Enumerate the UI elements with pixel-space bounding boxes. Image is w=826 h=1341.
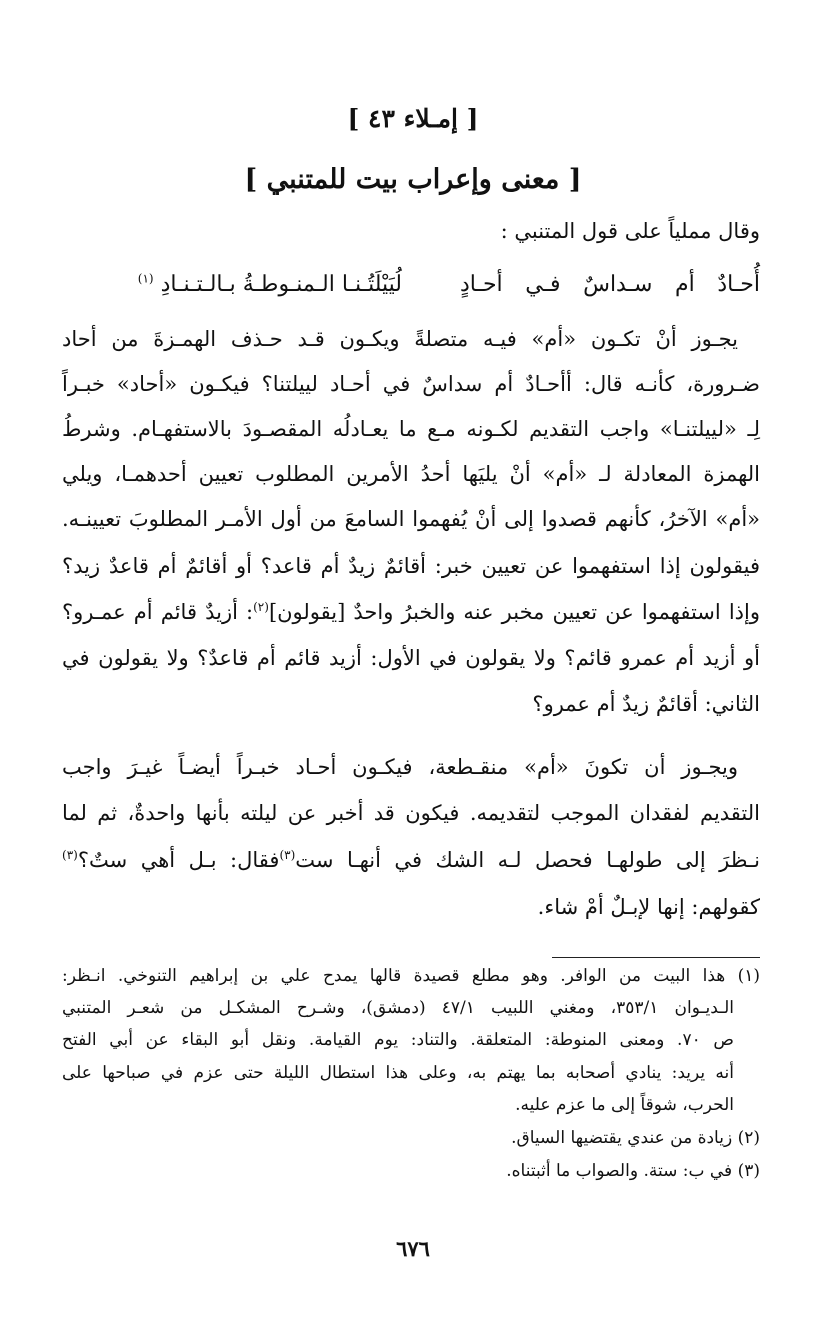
footnote-marker: (١): [137, 271, 154, 286]
footnote-line: الـديـوان ٣٥٣/١، ومغني اللبيب ٤٧/١ (دمشق)، وشـرح المشكـل من شعـر المتنبي: [62, 998, 734, 1018]
line-text: وإذا استفهموا عن تعيين مخبر عنه والخبرُ واحدٌ [يقولون]: [268, 600, 760, 624]
footnote-line: (١) هذا البيت من الوافر. وهو مطلع قصيدة قالها يمدح علي بن إبراهيم التنوخي. انـظر:: [62, 966, 760, 986]
section-title: [ معنى وإعراب بيت للمتنبي ]: [244, 164, 582, 195]
line-text: نـظرَ إلى طولهـا فحصل لـه الشك في أنهـا ست: [295, 848, 760, 872]
paragraph-line: يجـوز أنْ تكـون «أم» فيـه متصلةً ويكـون قـد حـذف الهمـزةَ من أحاد: [62, 327, 738, 351]
paragraph-line: الثاني: أقائمٌ زيدٌ أم عمرو؟: [532, 692, 760, 716]
paragraph-line: لِـ «لييلتنـا» واجب التقديم لكـونه مـع ما يعـادلُه المقصـودَ بالاستفهـام. وشرطُ: [62, 417, 760, 441]
page-number: ٦٧٦: [396, 1236, 430, 1261]
footnote-line: (٣) في ب: ستة. والصواب ما أثبتناه.: [506, 1161, 760, 1181]
paragraph-line: الهمزة المعادلة لـ «أم» أنْ يليَها أحدُ الأمرين المطلوب تعيين أحدهمـا، ويلي: [62, 462, 760, 486]
footnote-divider: [552, 957, 760, 958]
paragraph-line: ضـرورة، كأنـه قال: أأحـادٌ أم سداسٌ في أحـاد لييلتنا؟ فيكـون «أحاد» خبـراً: [62, 372, 760, 396]
footnote-marker: (٣): [62, 848, 78, 862]
footnote-marker: (٣): [279, 848, 296, 862]
footnote-marker: (٢): [253, 600, 269, 614]
paragraph-line: [62, 597, 760, 627]
footnote-line: أنه يريد: ينادي أصحابه بما يهتم به، وعلى هذا استطال الليلة حتى عزم في صباحها على: [62, 1063, 734, 1083]
verse-second-hemistich: لُيَيْلَتُـنـا الـمنـوطـةُ بـالـتـنـادِ: [160, 272, 402, 297]
intro-line: وقال مملياً على قول المتنبي :: [500, 219, 760, 243]
paragraph-line: كقولهم: إنها لإبـلٌ أمْ شاء.: [537, 895, 760, 919]
paragraph-line: أو أزيد أم عمرو قائم؟ ولا يقولون في الأول: أزيد قائم أم قاعدٌ؟ ولا يقولون في: [62, 646, 760, 670]
paragraph-line: فيقولون إذا استفهموا عن تعيين خبر: أقائمٌ زيدٌ أم قاعد؟ أو أقائمٌ أم قاعدٌ زيد؟: [62, 554, 760, 578]
footnote-line: ص ٧٠. ومعنى المنوطة: المتعلقة. والتناد: يوم القيامة. ونقل أبو البقاء عن أبي الفتح: [62, 1030, 734, 1050]
verse-first-hemistich: أُحـادٌ أم سـداسٌ فـي أحـادٍ: [460, 272, 760, 297]
dictation-heading: [ إمـلاء ٤٣ ]: [347, 104, 479, 133]
paragraph-line: ويجـوز أن تكونَ «أم» منقـطعة، فيكـون أحـاد خبـراً أيضـاً غيـرَ واجب: [62, 755, 738, 779]
paragraph-line: «أم» الآخرُ، كأنهم قصدوا إلى أنْ يُفهموا السامعَ من أول الأمـر المطلوبَ تعيينـه.: [62, 507, 760, 531]
footnote-line: الحرب، شوقاً إلى ما عزم عليه.: [515, 1095, 734, 1115]
poem-verse: [62, 270, 760, 300]
paragraph-line: [62, 845, 760, 875]
paragraph-line: التقديم لفقدان الموجب لتقديمه. فيكون قد أخبر عن ليلته بأنها واحدةٌ، ثم لما: [62, 801, 760, 825]
line-text: فقال: بـل أهي ستٌ؟: [77, 848, 280, 872]
footnote-line: (٢) زيادة من عندي يقتضيها السياق.: [511, 1128, 760, 1148]
line-text: : أزيدٌ قائم أم عمـرو؟: [62, 600, 254, 624]
